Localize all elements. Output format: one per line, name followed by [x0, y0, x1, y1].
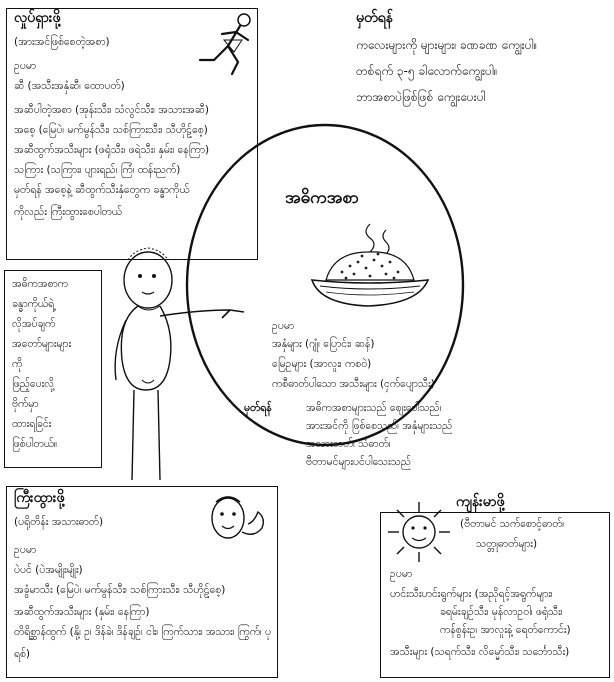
- growth-line: အခွံမာသီး (မြေပဲ၊ မက်မွန်သီး၊ သစ်ကြားသီး၊ သီဟိုဠ်စေ့): [14, 584, 226, 596]
- stomach-note-line: အဓိကအစာက: [12, 278, 68, 290]
- reminder-line: ဘာအစာပဲဖြစ်ဖြစ် ကျွေးပေးပါ: [356, 90, 486, 104]
- growth-line: ရစ်): [14, 648, 31, 660]
- health-subtitle: သတ္တုဓာတ်များ): [476, 538, 538, 550]
- energy-line: အဆီပါတဲ့အစာ (အုန်းသီး၊ သံလွင်သီး၊ အသားအဆီ): [14, 104, 209, 116]
- staple-note-line: ဗီတာမင်များပင်ပါသေးသည်: [306, 456, 412, 468]
- health-subtitle: (ဗီတာမင် သက်စောင့်ဓာတ်၊: [460, 518, 565, 530]
- stomach-note-line: အတော်များများ: [12, 338, 72, 350]
- growth-line: အဆီထွက်အသီးများ (နှမ်း၊ နေကြာ): [14, 606, 150, 618]
- growth-line: တိရိစ္ဆာန်ထွက် (နို့၊ ဥ၊ ဒိန်ခဲ၊ ဒိန်ချဉ်၊ ငါး၊ ကြက်သား၊ အသား၊ ကြွက်၊ ပု: [14, 626, 271, 638]
- energy-line: ဆီ (အသီးအနှံဆီ၊ ထောပတ်): [14, 80, 125, 92]
- health-line: ခရမ်းချဉ်သီး၊ မုန်လာဥ၀ါ၊ ဖရုံသီး၊: [440, 606, 563, 618]
- energy-line: မှတ်ရန် အစေ့နဲ့ ဆီထွက်သီးနှံတွေက ခန္ဓာကိုယ်: [14, 184, 190, 196]
- staple-note-line: အားအင်ကို ဖြစ်စေသည်၊ အနှံများသည်: [306, 420, 453, 432]
- health-title: ကျန်းမာဖို့: [456, 494, 505, 510]
- stomach-note-line: ဖြစ်ပါတယ်။: [12, 438, 58, 450]
- sun-illustration: [384, 500, 454, 564]
- energy-subtitle: (အားအင်ဖြစ်စေတဲ့အစာ): [14, 36, 110, 48]
- child-illustration: [98, 240, 248, 490]
- stomach-note-line: ဖြည့်ပေးလို့: [12, 378, 55, 390]
- energy-line: သကြား (သကြား၊ ပျားရည်၊ ကြံ၊ ထန်းညက်): [14, 164, 181, 176]
- stomach-note-line: ကို: [12, 358, 23, 370]
- health-example-label: ဥပမာ: [390, 568, 413, 580]
- energy-line: အစေ့ (မြေပဲ၊ မက်မွန်သီး၊ သစ်ကြားသီး၊ သီဟိုဠ်စေ့): [14, 124, 208, 136]
- energy-line: အဆီထွက်အသီးများ (ဖရုံသီး၊ ဖရဲသီး၊ နှမ်း၊ နေကြာ): [14, 144, 210, 156]
- growth-line: ပဲပင် (ပဲအမျိုးမျိုး): [14, 564, 83, 576]
- staple-food-title: အဓိကအစာ: [285, 188, 359, 208]
- staple-line: မြေဥများ (အာလူး၊ ကစ၀ဲ): [272, 358, 372, 370]
- rice-bowl-illustration: [298, 222, 438, 312]
- reminder-title: မှတ်ရန်: [356, 10, 393, 26]
- staple-line: ကစီဓာတ်ပါသော အသီးများ (ငှက်ပျောသီး): [272, 378, 435, 390]
- strong-boy-illustration: [204, 492, 272, 552]
- energy-line: ကိုလည်း ကြီးထွားစေပါတယ်: [14, 206, 122, 218]
- stomach-note-line: လိုအပ်ချက်: [12, 318, 56, 330]
- health-line: ကန်စွန်းဥ၊ အာလူးနဲ့ ရေတ်ကောင်း): [440, 624, 571, 636]
- energy-example-label: ဥပမာ: [14, 60, 37, 72]
- staple-line: အနှံများ (ဂျုံ၊ ပြောင်း၊ ဆန်): [272, 338, 375, 350]
- growth-example-label: ဥပမာ: [14, 544, 37, 556]
- stomach-note-line: ဗိုက်မှာ: [12, 398, 39, 410]
- staple-note-line: အဓိကအစာများသည် စျေးပေါသည်၊: [306, 402, 442, 414]
- growth-title: ကြီးထွားဖို့: [14, 490, 65, 506]
- stomach-note-line: ထားရခြင်း: [12, 418, 52, 430]
- reminder-line: ကလေးများကို များများ၊ ခဏခဏ ကျွေးပါ။: [356, 38, 538, 52]
- reminder-line: တစ်ရက် ၃-၅ ခါလောက်ကျွေးပါ။: [356, 64, 498, 78]
- health-line: အသီးများ (သရက်သီး၊ လိမ္မော်သီး၊ သင်္ဘောသီး): [390, 646, 570, 658]
- staple-note-line: အသားဓာတ်၊ သံဓာတ်၊: [306, 438, 391, 450]
- energy-title: လှုပ်ရှားဖို့: [14, 10, 61, 26]
- growth-subtitle: (ပရိုတိန်း အသားဓာတ်): [14, 516, 104, 528]
- health-line: ဟင်းသီးဟင်းရွက်များ (အညိုရင့်အရွက်များ၊: [390, 588, 553, 600]
- running-man-illustration: [192, 10, 264, 80]
- staple-note-label: မှတ်ရန်: [244, 402, 272, 414]
- staple-example-label: ဥပမာ: [272, 320, 295, 332]
- stomach-note-line: ခန္ဓာကိုယ်ရဲ့: [12, 298, 55, 310]
